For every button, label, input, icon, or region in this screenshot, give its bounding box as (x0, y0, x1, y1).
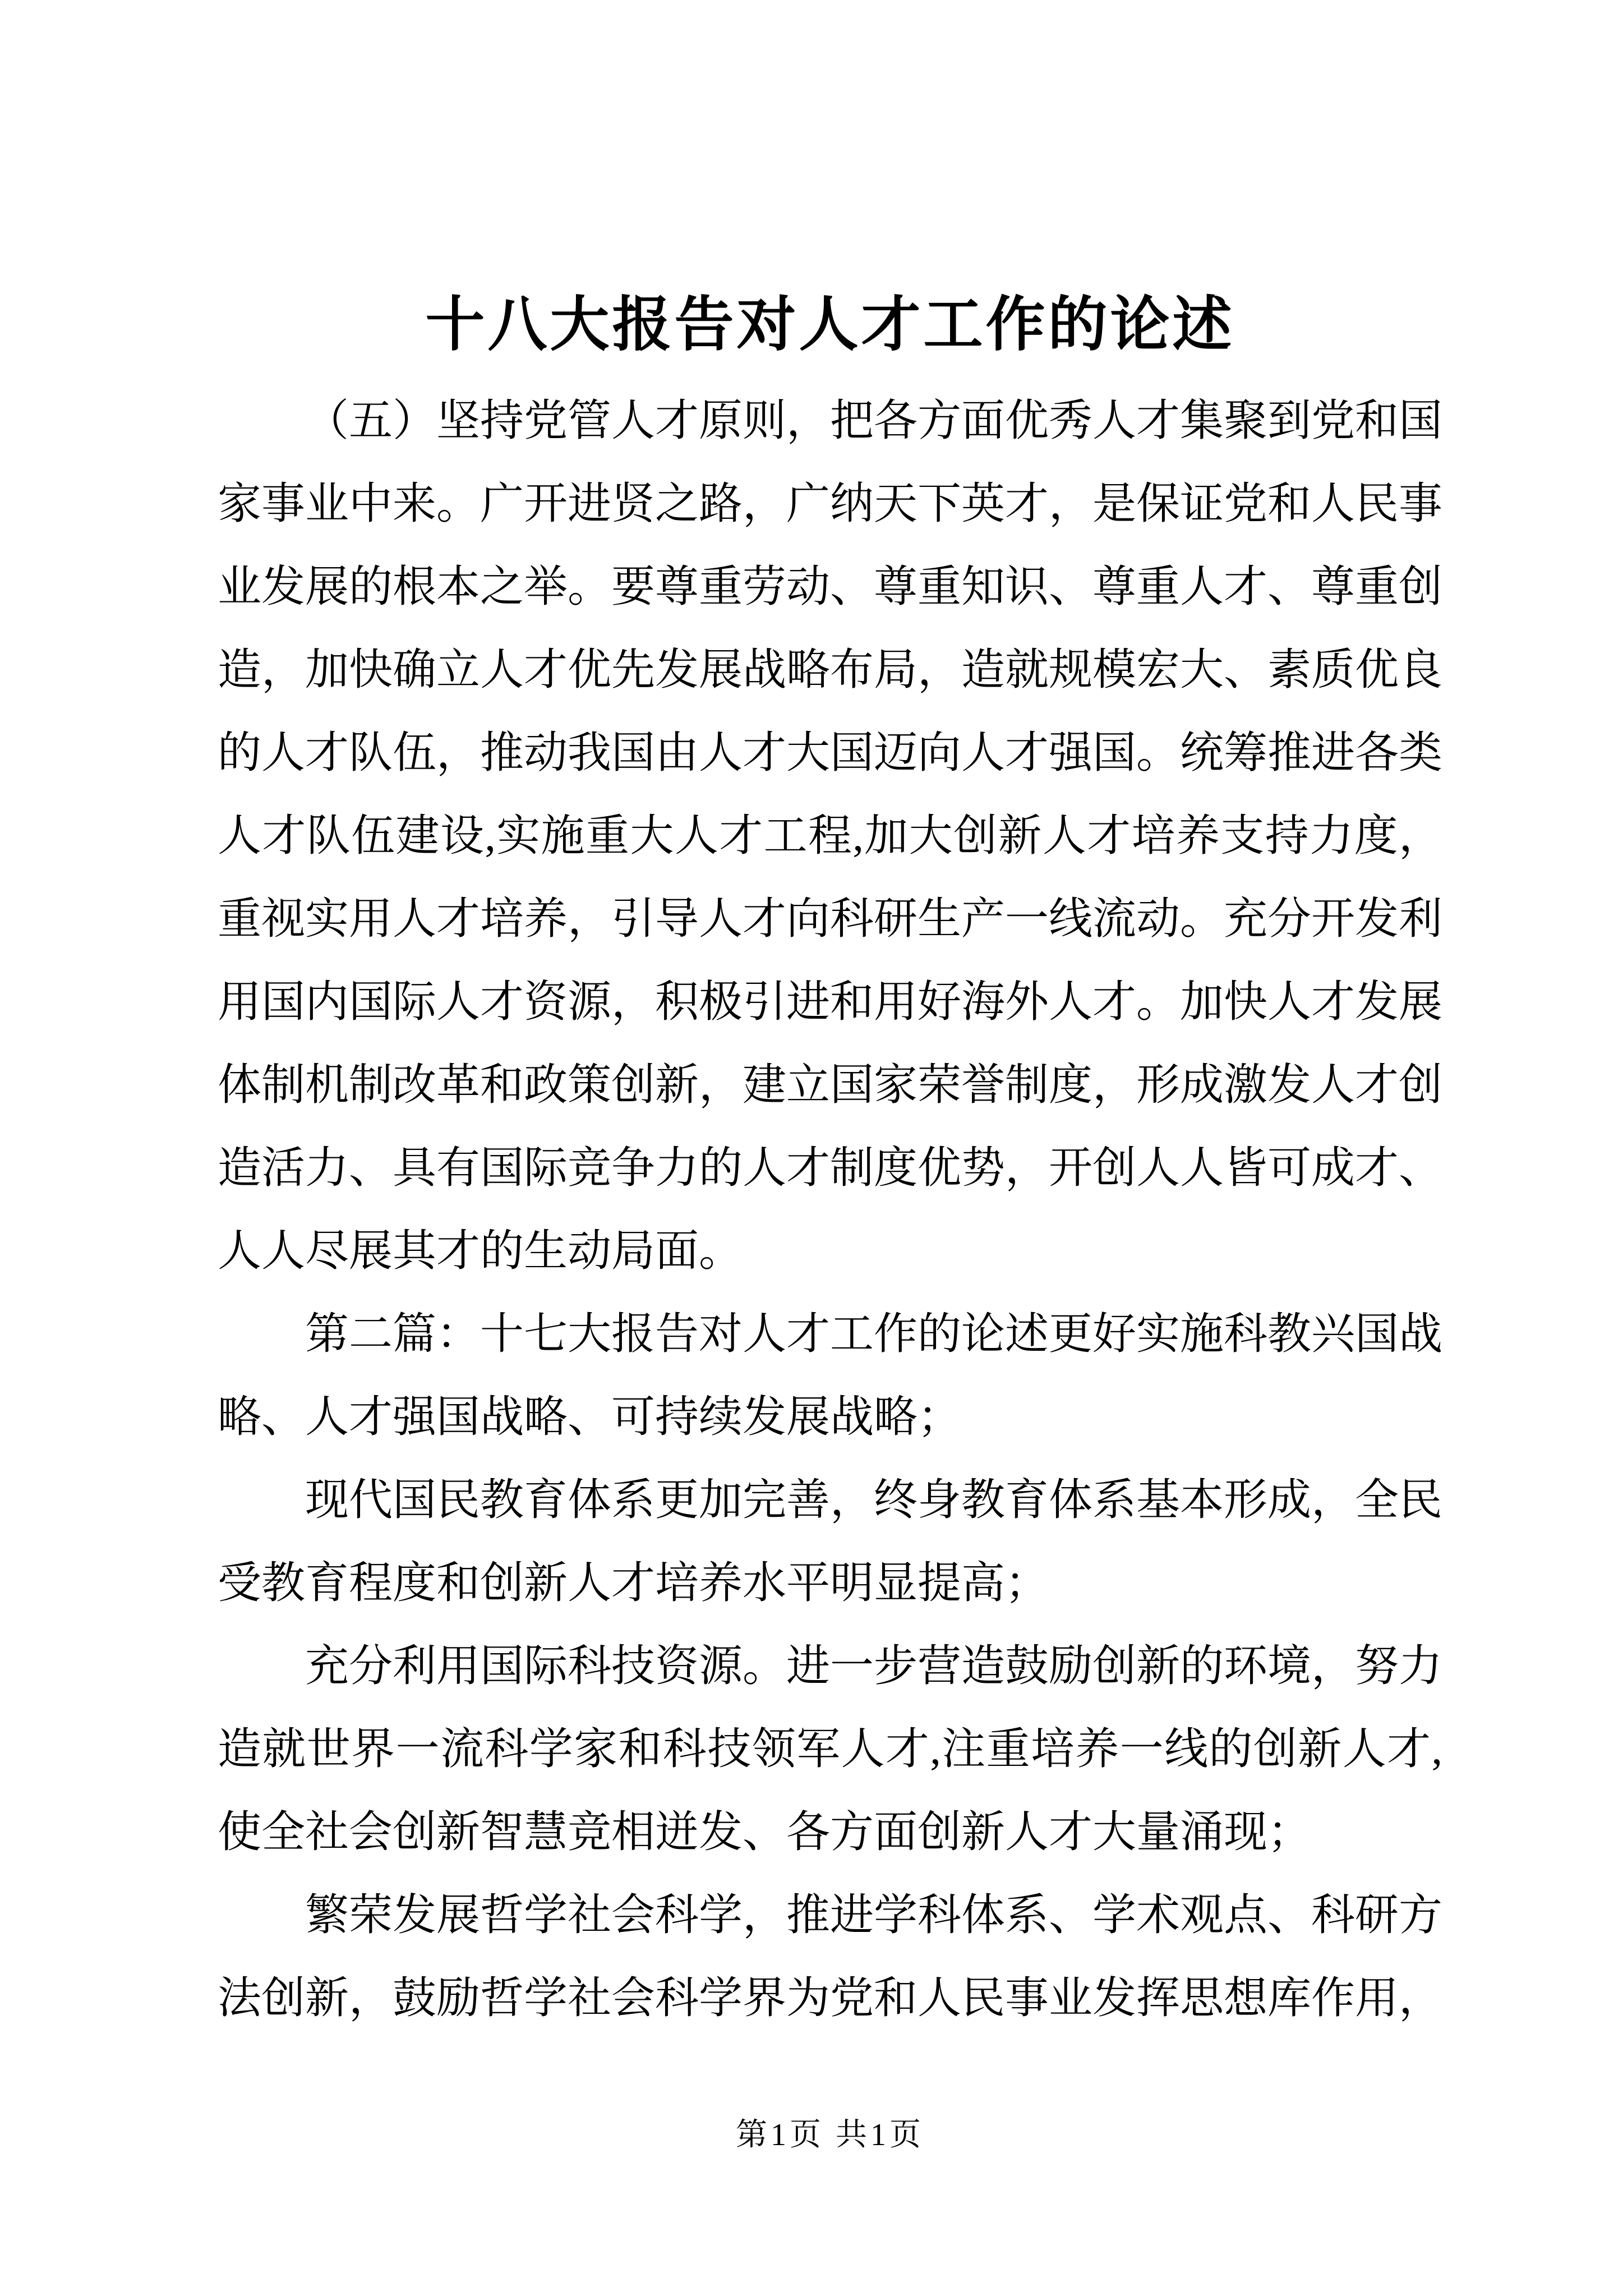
text-line: 现代国民教育体系更加完善，终身教育体系基本形成，全民 (305, 1475, 1442, 1524)
text-line: 使全社会创新智慧竞相迸发、各方面创新人才大量涌现； (218, 1807, 1312, 1856)
text-line: 第二篇：十七大报告对人才工作的论述更好实施科教兴国战 (305, 1309, 1442, 1358)
text-line: 受教育程度和创新人才培养水平明显提高； (218, 1558, 1049, 1607)
text-line: （五）坚持党管人才原则，把各方面优秀人才集聚到党和国 (305, 396, 1442, 445)
text-line: 家事业中来。广开进贤之路，广纳天下英才，是保证党和人民事 (218, 479, 1442, 528)
paragraph-1 (218, 379, 1442, 1292)
text-line: 用国内国际人才资源，积极引进和用好海外人才。加快人才发展 (218, 977, 1442, 1026)
text-line: 造活力、具有国际竞争力的人才制度优势，开创人人皆可成才、 (218, 1143, 1442, 1192)
text-line: 略、人才强国战略、可持续发展战略； (218, 1392, 962, 1441)
document-content (218, 286, 1442, 2040)
text-line: 业发展的根本之举。要尊重劳动、尊重知识、尊重人才、尊重创 (218, 562, 1442, 611)
text-line: 人人尽展其才的生动局面。 (218, 1226, 743, 1275)
page-number-footer: 第1页 共1页 (736, 2118, 924, 2152)
text-line: 体制机制改革和政策创新，建立国家荣誉制度，形成激发人才创 (218, 1060, 1442, 1109)
paragraph-2 (218, 1292, 1442, 1458)
text-line: 法创新，鼓励哲学社会科学界为党和人民事业发挥思想库作用， (218, 1973, 1442, 2022)
text-line: 造就世界一流科学家和科技领军人才,注重培养一线的创新人才, (218, 1724, 1442, 1773)
paragraph-5 (218, 1874, 1442, 2040)
document-title: 十八大报告对人才工作的论述 (425, 292, 1235, 358)
text-line: 人才队伍建设,实施重大人才工程,加大创新人才培养支持力度， (218, 811, 1442, 860)
text-line: 繁荣发展哲学社会科学，推进学科体系、学术观点、科研方 (305, 1890, 1442, 1939)
text-line: 充分利用国际科技资源。进一步营造鼓励创新的环境，努力 (305, 1641, 1442, 1690)
text-line: 的人才队伍，推动我国由人才大国迈向人才强国。统筹推进各类 (218, 728, 1442, 777)
paragraph-4 (218, 1625, 1442, 1874)
text-line: 重视实用人才培养，引导人才向科研生产一线流动。充分开发利 (218, 894, 1442, 943)
paragraph-3 (218, 1458, 1442, 1625)
text-line: 造，加快确立人才优先发展战略布局，造就规模宏大、素质优良 (218, 645, 1442, 694)
